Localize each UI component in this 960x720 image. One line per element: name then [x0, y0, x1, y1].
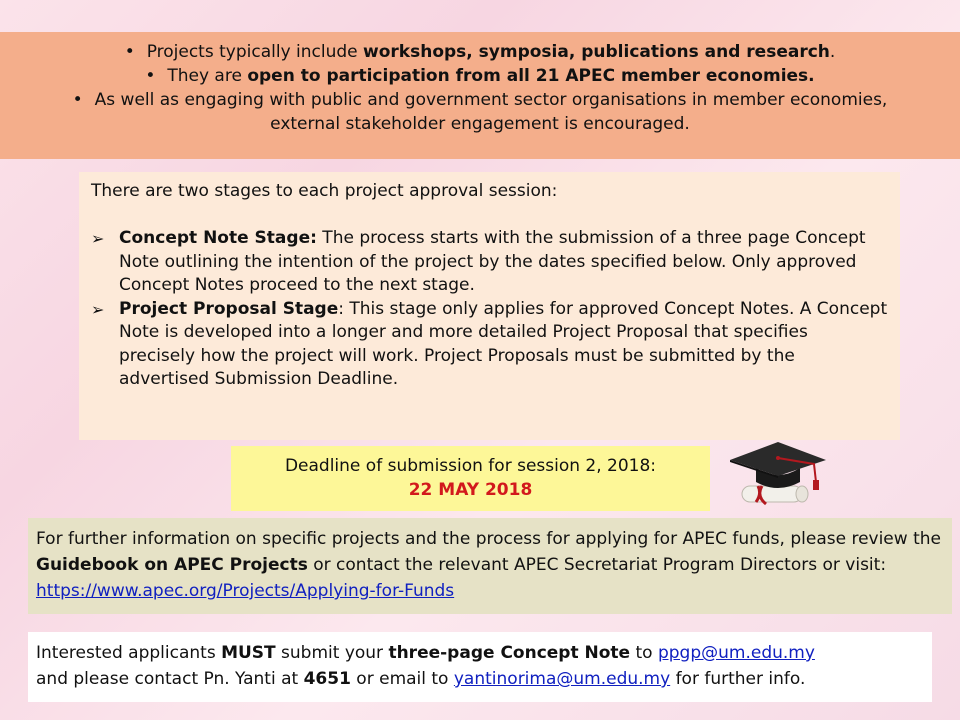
arrow-bullet-icon: ➢ — [91, 229, 105, 248]
intro-line-2: • They are open to participation from all 21 APEC member economies. — [145, 66, 815, 86]
graduation-cap-icon — [722, 438, 834, 516]
bullet-icon: • — [124, 42, 135, 62]
deadline-label: Deadline of submission for session 2, 2018: — [284, 456, 657, 476]
apec-funds-link[interactable]: https://www.apec.org/Projects/Applying-for-Funds — [36, 581, 455, 601]
contact-box: Interested applicants MUST submit your three-page Concept Note to ppgp@um.edu.my and please contact Pn. Yanti at 4651 or email to yantinorima@um.edu.my for further info. — [28, 632, 932, 702]
bullet-icon: • — [72, 90, 83, 110]
intro-line-3: • As well as engaging with public and government sector organisations in member economies, external stakeholder engagement is encouraged. — [72, 90, 888, 134]
guidebook-title: Guidebook on APEC Projects — [36, 555, 308, 575]
approval-stages-box — [79, 172, 900, 440]
bullet-icon: • — [145, 66, 156, 86]
yanti-email-link[interactable]: yantinorima@um.edu.my — [453, 669, 671, 689]
arrow-bullet-icon: ➢ — [91, 299, 105, 319]
phone-extension: 4651 — [303, 669, 351, 689]
intro-banner — [0, 32, 960, 159]
stage-project-proposal: ➢ Project Proposal Stage: This stage only applies for approved Concept Notes. A Concept Note is developed into a longer and more detailed Project Proposal that specifies precisely how the project will work. Project Proposals must be submitted by the advertised Submission Deadline. — [91, 298, 888, 389]
stages-intro: There are two stages to each project approval session: — [91, 181, 558, 201]
deadline-box — [231, 446, 710, 511]
stage-proposal-title: Project Proposal Stage — [119, 298, 339, 319]
deadline-date: 22 MAY 2018 — [408, 480, 533, 500]
ppgp-email-link[interactable]: ppgp@um.edu.my — [657, 643, 815, 663]
stage-concept-note: ➢ Concept Note Stage: The process starts with the submission of a three page Concept Note outlining the intention of the project by the dates specified below. Only approved Concept Notes proceed to the next stage. — [91, 228, 866, 295]
further-info-box: For further information on specific projects and the process for applying for APEC funds, please review the Guidebook on APEC Projects or contact the relevant APEC Secretariat Program Directors or visit: https://www.apec.org/Projects/Applying-for-Funds — [28, 518, 952, 614]
intro-line-1: • Projects typically include workshops, symposia, publications and research. — [124, 42, 836, 62]
stage-concept-title: Concept Note Stage: — [119, 228, 317, 248]
